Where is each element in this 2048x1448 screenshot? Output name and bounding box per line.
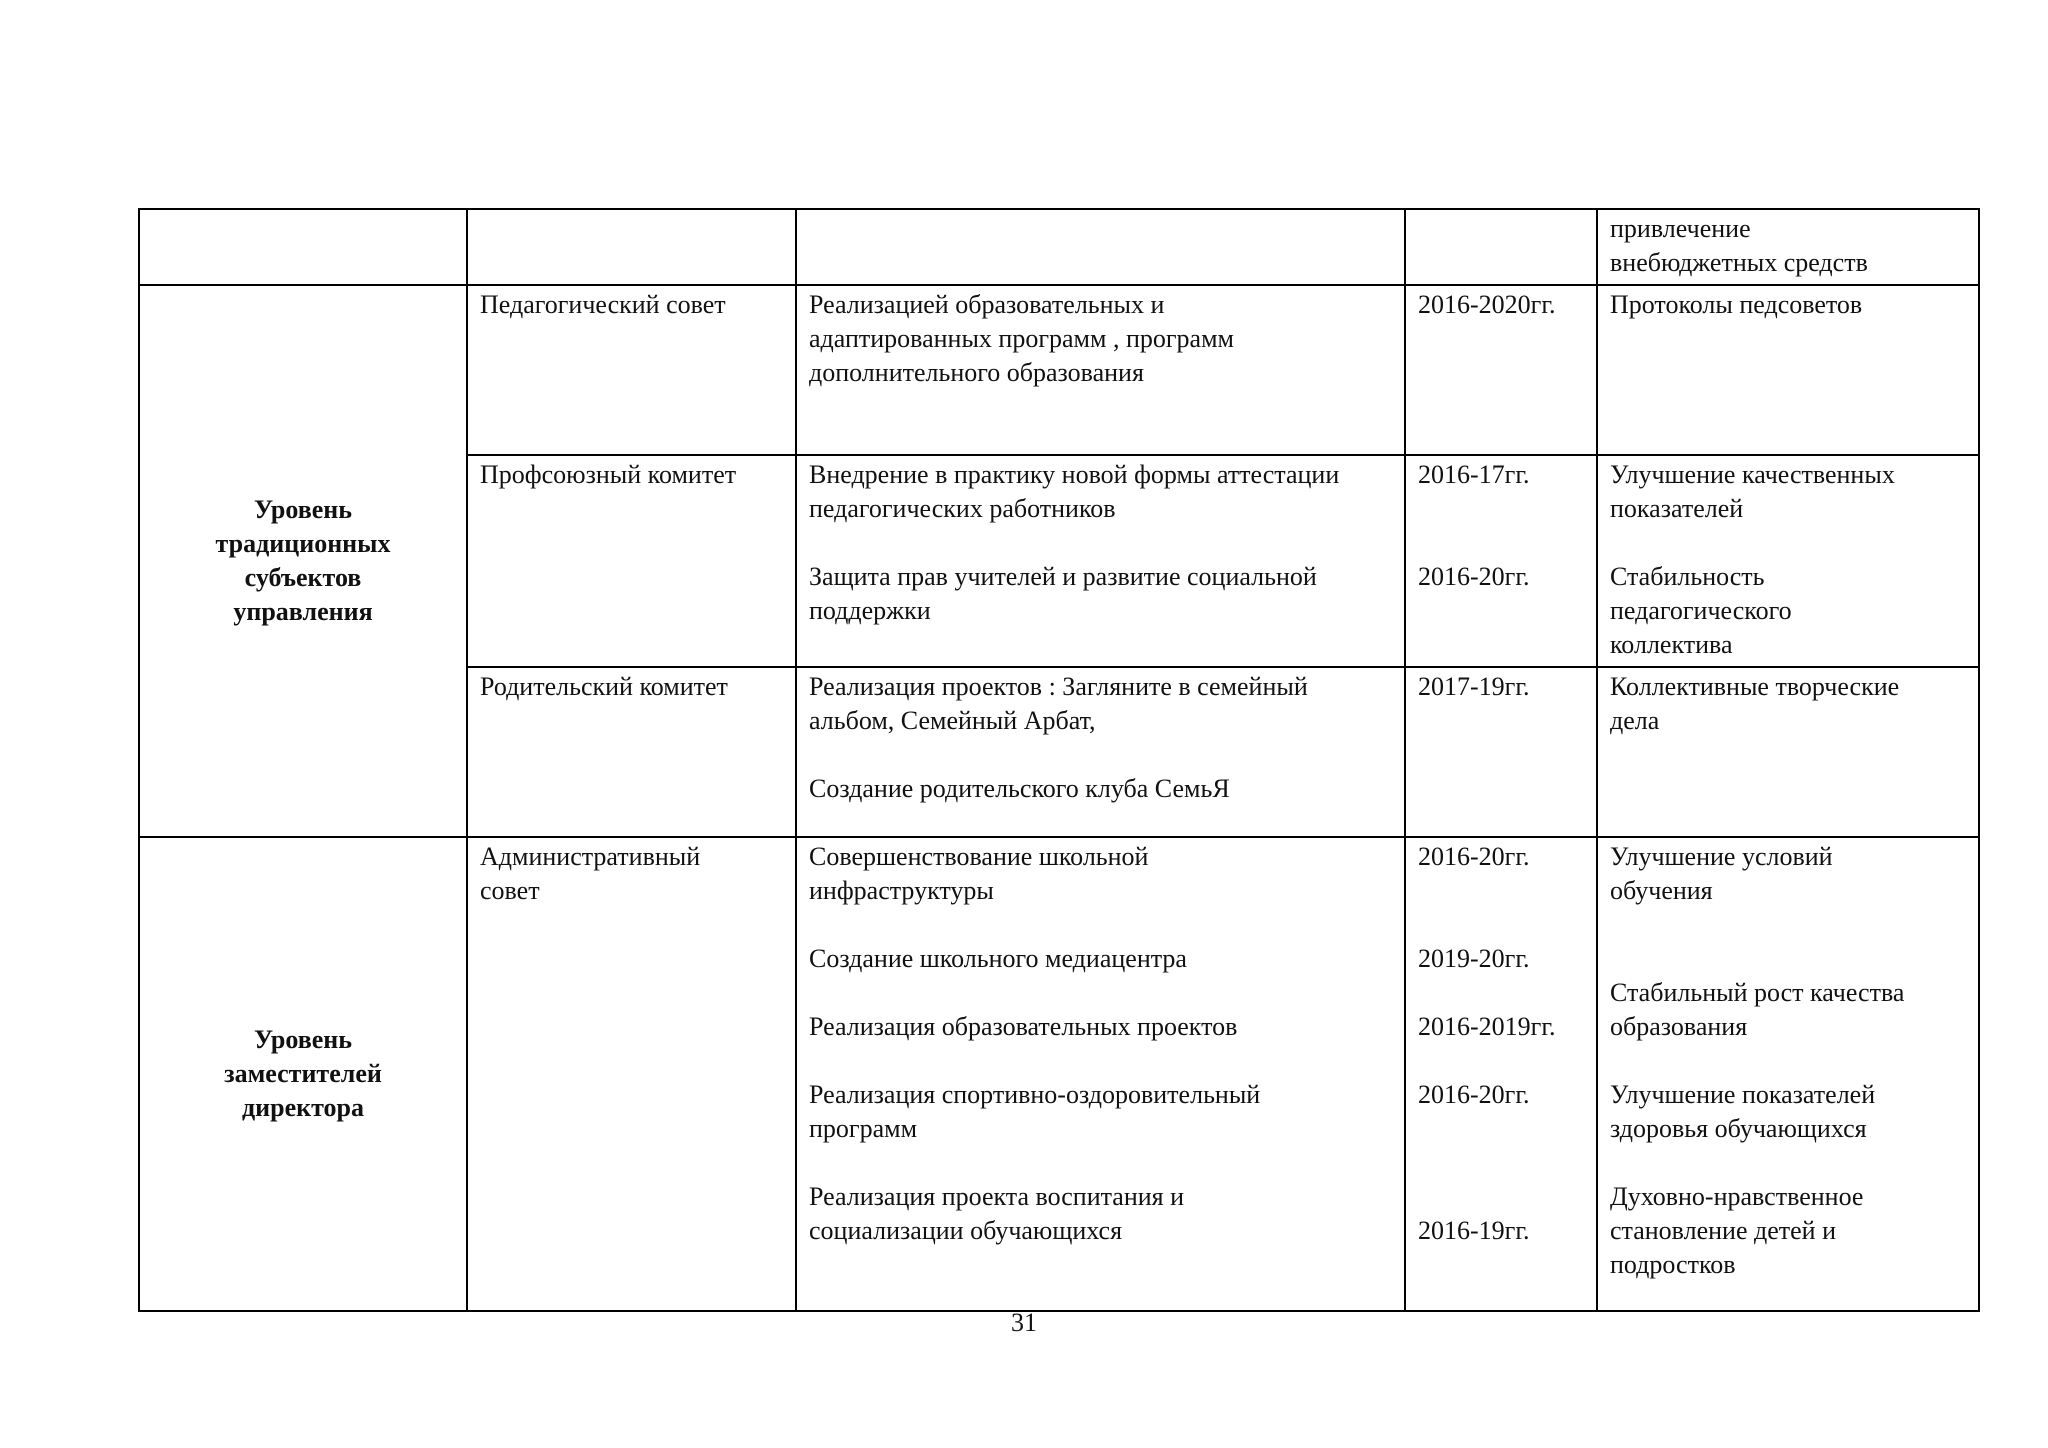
- spacer: [1610, 908, 1968, 942]
- result-line: Стабильность: [1610, 562, 1765, 591]
- period-line: 2016-20гг.: [1418, 842, 1530, 871]
- spacer: [1418, 874, 1586, 908]
- action-line: Создание родительского клуба СемьЯ: [809, 774, 1230, 803]
- action-line: социализации обучающихся: [809, 1216, 1123, 1245]
- cell-action-empty: [796, 209, 1405, 285]
- result-line: привлечение: [1610, 214, 1751, 243]
- cell-subject: [467, 285, 796, 455]
- action-line: педагогических работников: [809, 494, 1116, 523]
- spacer: [1610, 526, 1968, 560]
- spacer: [1418, 1180, 1586, 1214]
- period-line: 2019-20гг.: [1418, 944, 1530, 973]
- result-line: образования: [1610, 1012, 1748, 1041]
- cell-period: [1405, 455, 1597, 667]
- level-line: Уровень: [253, 1025, 353, 1054]
- cell-period: [1405, 837, 1597, 1311]
- result-line: обучения: [1610, 876, 1713, 905]
- cell-subject: [467, 667, 796, 837]
- subject-line: Административный: [480, 842, 701, 871]
- level-line: традиционных: [215, 529, 391, 558]
- result-line: дела: [1610, 706, 1660, 735]
- period-text: 2017-19гг.: [1418, 672, 1530, 701]
- spacer: [809, 908, 1394, 942]
- spacer: [1610, 1146, 1968, 1180]
- cell-period: [1405, 667, 1597, 837]
- period-text: 2016-2020гг.: [1418, 290, 1556, 319]
- spacer: [809, 526, 1394, 560]
- spacer: [809, 738, 1394, 772]
- action-line: программ: [809, 1114, 918, 1143]
- level-line: управления: [233, 597, 373, 626]
- action-line: Реализацией образовательных и: [809, 290, 1165, 319]
- spacer: [1418, 908, 1586, 942]
- result-line: Коллективные творческие: [1610, 672, 1900, 701]
- cell-result: [1597, 837, 1979, 1311]
- cell-result: [1597, 455, 1979, 667]
- level-line: директора: [241, 1093, 364, 1122]
- subject-text: Профсоюзный комитет: [480, 460, 737, 489]
- period-line: 2016-20гг.: [1418, 562, 1530, 591]
- spacer: [809, 1146, 1394, 1180]
- period-line: 2016-17гг.: [1418, 460, 1530, 489]
- result-line: Духовно-нравственное: [1610, 1182, 1864, 1211]
- action-line: Реализация проектов : Загляните в семейный: [809, 672, 1308, 701]
- result-line: подростков: [1610, 1250, 1736, 1279]
- result-line: становление детей и: [1610, 1216, 1836, 1245]
- action-line: Реализация образовательных проектов: [809, 1012, 1238, 1041]
- cell-action: [796, 837, 1405, 1311]
- action-line: альбом, Семейный Арбат,: [809, 706, 1096, 735]
- cell-period-empty: [1405, 209, 1597, 285]
- action-line: Совершенствование школьной: [809, 842, 1149, 871]
- spacer: [809, 1044, 1394, 1078]
- subject-line: совет: [480, 876, 540, 905]
- table-row-pedagogical-council: [139, 285, 1979, 455]
- spacer: [809, 976, 1394, 1010]
- cell-subject: [467, 455, 796, 667]
- spacer: [1610, 942, 1968, 976]
- action-line: Защита прав учителей и развитие социальной: [809, 562, 1317, 591]
- result-line: коллектива: [1610, 630, 1733, 659]
- action-line: адаптированных программ , программ: [809, 324, 1234, 353]
- table-row-administrative-council: [139, 837, 1979, 1311]
- spacer: [1418, 1044, 1586, 1078]
- result-line: педагогического: [1610, 596, 1792, 625]
- cell-level-deputy-directors: [139, 837, 467, 1311]
- spacer: [1418, 1112, 1586, 1146]
- level-line: субъектов: [244, 563, 362, 592]
- result-text: Протоколы педсоветов: [1610, 290, 1863, 319]
- cell-subject-empty: [467, 209, 796, 285]
- cell-level-empty: [139, 209, 467, 285]
- result-line: Улучшение условий: [1610, 842, 1833, 871]
- action-line: Внедрение в практику новой формы аттестации: [809, 460, 1340, 489]
- page-number: 31: [1011, 1308, 1037, 1337]
- spacer: [1418, 526, 1586, 560]
- cell-period: [1405, 285, 1597, 455]
- action-line: инфраструктуры: [809, 876, 994, 905]
- result-line: Улучшение качественных: [1610, 460, 1895, 489]
- cell-result: [1597, 667, 1979, 837]
- cell-action: [796, 455, 1405, 667]
- spacer: [1418, 492, 1586, 526]
- plan-table: [138, 208, 1980, 1312]
- action-line: дополнительного образования: [809, 358, 1144, 387]
- action-line: Реализация проекта воспитания и: [809, 1182, 1185, 1211]
- table-row-continuation: [139, 209, 1979, 285]
- cell-subject: [467, 837, 796, 1311]
- action-line: Реализация спортивно-оздоровительный: [809, 1080, 1261, 1109]
- cell-level-traditional-subjects: [139, 285, 467, 837]
- level-line: Уровень: [253, 495, 353, 524]
- cell-action: [796, 285, 1405, 455]
- cell-result: [1597, 209, 1979, 285]
- period-line: 2016-20гг.: [1418, 1080, 1530, 1109]
- result-line: показателей: [1610, 494, 1744, 523]
- level-line: заместителей: [224, 1059, 382, 1088]
- result-line: Стабильный рост качества: [1610, 978, 1905, 1007]
- action-line: Создание школьного медиацентра: [809, 944, 1187, 973]
- cell-result: [1597, 285, 1979, 455]
- period-line: 2016-19гг.: [1418, 1216, 1530, 1245]
- spacer: [1418, 976, 1586, 1010]
- result-line: внебюджетных средств: [1610, 248, 1868, 277]
- subject-text: Родительский комитет: [480, 672, 728, 701]
- result-line: здоровья обучающихся: [1610, 1114, 1867, 1143]
- cell-action: [796, 667, 1405, 837]
- subject-text: Педагогический совет: [480, 290, 726, 319]
- spacer: [1418, 1146, 1586, 1180]
- period-line: 2016-2019гг.: [1418, 1012, 1556, 1041]
- result-line: Улучшение показателей: [1610, 1080, 1876, 1109]
- spacer: [1610, 1044, 1968, 1078]
- action-line: поддержки: [809, 596, 931, 625]
